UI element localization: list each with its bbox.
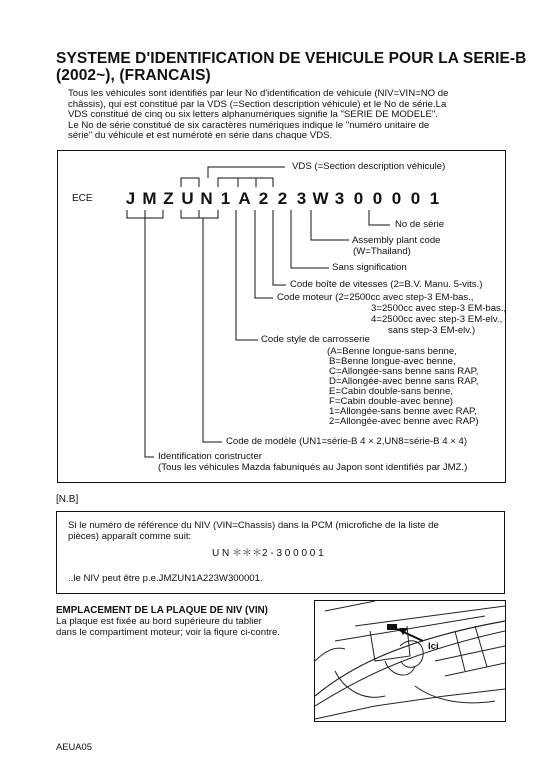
footer-code: AEUA05 [56,741,92,752]
intro-line: VDS constitué de cinq ou six letters alphanumériques signifie la "SERIE DE MODELE". [68,109,438,120]
vin-plate-marker [387,624,397,630]
vin-char: 3 [334,189,345,208]
carrosserie-b: B=Benne longue-avec benne, [329,356,456,367]
moteur-label-2: 3=2500cc avec step-3 EM-bas., [371,303,507,314]
engine-bay-figure [314,600,506,722]
carrosserie-label: Code style de carrosserie [261,334,370,345]
modele-label: Code de modèle (UN1=série-B 4 × 2,UN8=série-B 4 × 4) [226,436,468,447]
intro-line: série" du véhicule et est numéroté en série dans chaque VDS. [68,130,333,141]
ident-sub-label: (Tous les véhicules Mazda fabuniqués au Japon sont identifiés par JMZ.) [158,462,468,473]
nb-line-2: pièces) apparaît comme suit: [68,531,192,542]
vin-char: U [181,189,194,208]
intro-line: Tous les véhicules sont identifiés par leur No d'identification de véhicule (NIV=VIN=NO de [68,88,449,99]
plate-description [56,617,280,638]
vds-label: VDS (=Section description véhicule) [292,161,446,172]
vin-char: 1 [429,189,440,208]
carrosserie-2: 2=Allongée-avec benne avec RAP) [329,416,479,427]
vin-char: 0 [353,189,364,208]
vin-char: A [238,189,251,208]
moteur-label: Code moteur (2=2500cc avec step-3 EM-bas., [277,292,474,303]
carrosserie-a: (A=Benne longue-sans benne, [327,346,457,357]
plate-section-title: EMPLACEMENT DE LA PLAQUE DE NIV (VIN) [56,605,268,616]
plate-desc-line: dans le compartiment moteur; voir la fiqure ci-contre. [56,626,280,638]
carrosserie-d: D=Allongée-avec benne sans RAP, [329,376,479,387]
nb-code: U N ＊＊＊2 - 3 0 0 0 0 1 [212,548,324,559]
title-line-2: (2002~), (FRANCAIS) [56,67,211,84]
ident-label: Identification constructer [158,451,262,462]
carrosserie-f: F=Cabin double-avec benne) [329,396,454,407]
vin-char: J [125,189,136,208]
assembly-label: Assembly plant code [352,235,441,246]
intro-line: châssis), qui est constitué par la VDS (=Section description véhicule) et le No de série.La [68,98,447,110]
intro-line: Le No de série constitué de six caractères numériques indique le "numéro unitaire de [68,119,430,131]
vin-char: 0 [372,189,383,208]
carrosserie-1: 1=Allongée-sans benne avec RAP, [329,406,477,417]
photo-ici-label: Ici [428,641,439,652]
vin-char: Z [163,189,174,208]
vin-char: 0 [391,189,402,208]
moteur-label-3: 4=2500cc avec step-3 EM-elv., [371,314,503,325]
moteur-label-4: sans step-3 EM-elv.) [388,325,476,336]
no-serie-label: No de série [395,219,445,230]
boite-label: Code boîte de vitesses (2=B.V. Manu. 5-vits.) [290,279,483,290]
vin-char: W [312,189,329,208]
vin-char: M [142,189,157,208]
plate-desc-line: La plaque est fixée au bord supérieure du tablier [56,616,262,627]
nb-line-3: ..le NIV peut être p.e.JMZUN1A223W300001. [68,573,263,584]
vin-char: N [200,189,213,208]
title-line-1: SYSTEME D'IDENTIFICATION DE VEHICULE POUR LA SERIE-B [56,50,527,67]
carrosserie-c: C=Allongée-sans benne sans RAP, [329,366,479,377]
vin-char: 0 [410,189,421,208]
nb-line-1: Si le numéro de référence du NIV (VIN=Chassis) dans la PCM (microfiche de la liste de [68,520,439,531]
vin-char: 2 [277,189,288,208]
engine-bay-illustration [315,601,505,721]
nb-box [56,511,505,594]
vin-char: 1 [220,189,231,208]
ece-label: ECE [72,193,93,204]
nb-label: [N.B] [56,494,79,505]
vin-char: 2 [258,189,269,208]
vin-char: 3 [296,189,307,208]
carrosserie-e: E=Cabin double-sans benne, [329,386,454,397]
assembly-sub-label: (W=Thailand) [353,246,411,257]
sans-signification-label: Sans signification [332,262,407,273]
